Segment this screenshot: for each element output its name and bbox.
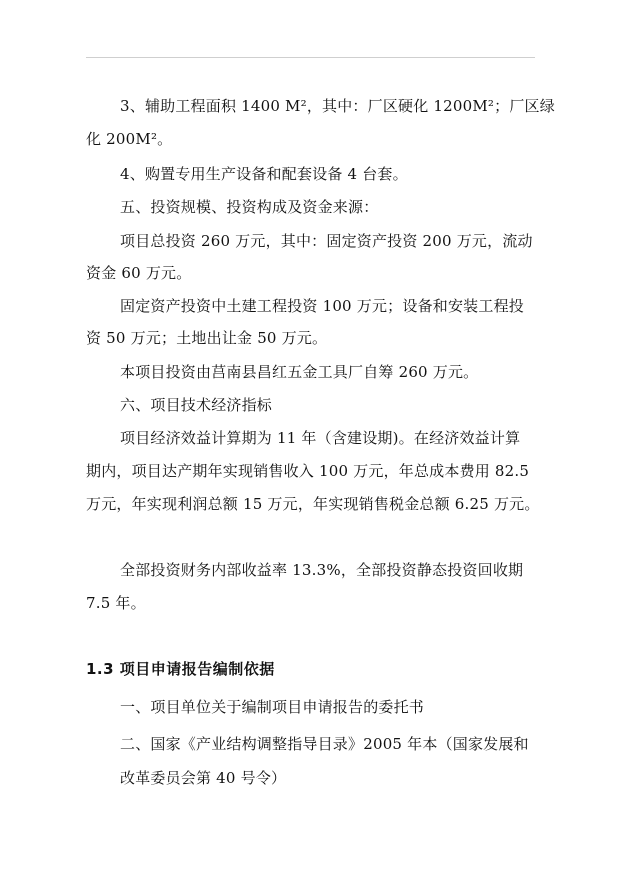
paragraph-total-investment-line2: 资金 60 万元。 (86, 264, 192, 282)
paragraph-fixed-assets-line2: 资 50 万元；土地出让金 50 万元。 (86, 329, 328, 347)
paragraph-irr-line2: 7.5 年。 (86, 594, 146, 612)
paragraph-total-investment-line1: 项目总投资 260 万元，其中：固定资产投资 200 万元，流动 (120, 232, 533, 250)
paragraph-auxiliary-area-line1: 3、辅助工程面积 1400 M²，其中：厂区硬化 1200M²；厂区绿 (120, 97, 555, 115)
paragraph-economic-benefit-line1: 项目经济效益计算期为 11 年（含建设期)。在经济效益计算 (120, 429, 521, 447)
paragraph-economic-benefit-line3: 万元，年实现利润总额 15 万元，年实现销售税金总额 6.25 万元。 (86, 495, 540, 513)
paragraph-fixed-assets-line1: 固定资产投资中土建工程投资 100 万元；设备和安装工程投 (120, 297, 524, 315)
header-divider (86, 57, 535, 58)
basis-item-catalog-line2: 改革委员会第 40 号令） (120, 769, 287, 787)
basis-item-commission: 一、项目单位关于编制项目申请报告的委托书 (120, 698, 425, 716)
paragraph-investment-heading: 五、投资规模、投资构成及资金来源： (120, 198, 379, 216)
paragraph-auxiliary-area-line2: 化 200M²。 (86, 130, 173, 148)
paragraph-economic-benefit-line2: 期内，项目达产期年实现销售收入 100 万元，年总成本费用 82.5 (86, 462, 530, 480)
paragraph-equipment: 4、购置专用生产设备和配套设备 4 台套。 (120, 165, 408, 183)
basis-item-catalog-line1: 二、国家《产业结构调整指导目录》2005 年本（国家发展和 (120, 735, 529, 753)
paragraph-indicators-heading: 六、项目技术经济指标 (120, 396, 273, 414)
paragraph-irr-line1: 全部投资财务内部收益率 13.3%，全部投资静态投资回收期 (120, 561, 524, 579)
section-heading: 1.3 项目申请报告编制依据 (86, 660, 275, 678)
paragraph-funding-source: 本项目投资由莒南县昌红五金工具厂自筹 260 万元。 (120, 363, 479, 381)
